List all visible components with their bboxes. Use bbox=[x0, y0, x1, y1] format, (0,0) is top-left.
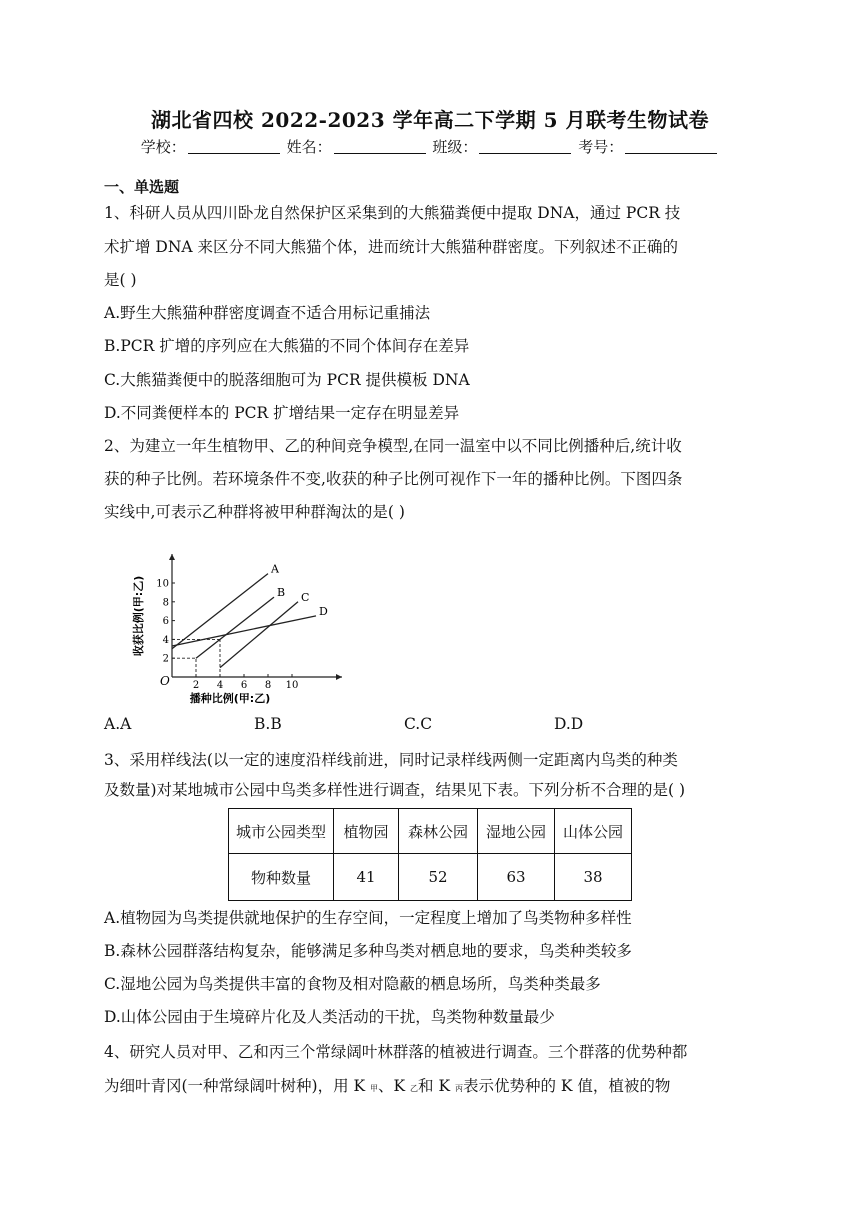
school-label: 学校： bbox=[140, 138, 186, 156]
student-info-row bbox=[0, 136, 860, 157]
q4-subscript: 甲 bbox=[370, 1084, 379, 1093]
q2-stem-line-1: 2、为建立一年生植物甲、乙的种间竞争模型,在同一温室中以不同比例播种后,统计收 bbox=[104, 437, 682, 455]
series-label-c: C bbox=[301, 590, 310, 604]
q4-stem-line-1: 4、研究人员对甲、乙和丙三个常绿阔叶林群落的植被进行调查。三个群落的优势种都 bbox=[104, 1043, 688, 1061]
x-tick-label: 4 bbox=[216, 680, 224, 691]
x-tick-label: 2 bbox=[192, 680, 200, 691]
q4-text: 、K bbox=[378, 1077, 411, 1095]
q2-option-b: B.B bbox=[254, 715, 282, 733]
q1-stem-line-3: 是( ) bbox=[104, 271, 137, 289]
competition-chart bbox=[120, 548, 360, 706]
q1-option-b: B.PCR 扩增的序列应在大熊猫的不同个体间存在差异 bbox=[104, 337, 470, 355]
q2-options bbox=[104, 715, 804, 733]
q2-option-d: D.D bbox=[554, 715, 584, 733]
section-title: 一、单选题 bbox=[104, 178, 180, 196]
table-header-cell: 植物园 bbox=[334, 809, 399, 854]
q2-option-a: A.A bbox=[104, 715, 132, 733]
x-tick-label: 8 bbox=[264, 680, 272, 691]
q4-text: 表示优势种的 K 值，植被的物 bbox=[462, 1077, 671, 1095]
table-cell: 38 bbox=[555, 854, 632, 901]
series-label-d: D bbox=[319, 604, 328, 618]
series-label-a: A bbox=[271, 562, 279, 576]
name-label: 姓名： bbox=[286, 138, 332, 156]
q1-option-c: C.大熊猫粪便中的脱落细胞可为 PCR 提供模板 DNA bbox=[104, 371, 470, 389]
school-blank[interactable] bbox=[188, 139, 280, 154]
number-label: 考号： bbox=[578, 138, 624, 156]
y-axis-label: 收获比例(甲:乙) bbox=[132, 575, 145, 657]
table-header-cell: 森林公园 bbox=[399, 809, 478, 854]
series-line-c bbox=[220, 602, 298, 668]
q3-option-b: B.森林公园群落结构复杂，能够满足多种鸟类对栖息地的要求，鸟类种类较多 bbox=[104, 942, 632, 960]
q2-option-c: C.C bbox=[404, 715, 433, 733]
q3-option-a: A.植物园为鸟类提供就地保护的生存空间，一定程度上增加了鸟类物种多样性 bbox=[104, 909, 632, 927]
origin-label: O bbox=[160, 674, 170, 688]
x-tick-label: 10 bbox=[285, 680, 299, 691]
q3-option-d: D.山体公园由于生境碎片化及人类活动的干扰，鸟类物种数量最少 bbox=[104, 1008, 555, 1026]
table-cell: 物种数量 bbox=[229, 854, 334, 901]
y-axis-arrow bbox=[169, 554, 175, 560]
q4-subscript: 乙 bbox=[410, 1084, 419, 1093]
table-header-cell: 山体公园 bbox=[555, 809, 632, 854]
series-line-a bbox=[172, 574, 268, 649]
page-title: 湖北省四校 2022-2023 学年高二下学期 5 月联考生物试卷 bbox=[151, 108, 709, 132]
number-blank[interactable] bbox=[625, 139, 717, 154]
name-blank[interactable] bbox=[334, 139, 426, 154]
y-tick-label: 6 bbox=[162, 616, 169, 628]
q4-text: 和 K bbox=[418, 1077, 455, 1095]
q2-stem-line-3: 实线中,可表示乙种群将被甲种群淘汰的是( ) bbox=[104, 503, 405, 521]
q1-option-d: D.不同粪便样本的 PCR 扩增结果一定存在明显差异 bbox=[104, 404, 460, 422]
table-cell: 41 bbox=[334, 854, 399, 901]
q4-stem-line-2 bbox=[104, 1074, 670, 1096]
x-axis-arrow bbox=[336, 674, 342, 680]
bird-species-table bbox=[228, 808, 632, 901]
table-header-row bbox=[229, 809, 632, 854]
class-label: 班级： bbox=[432, 138, 478, 156]
y-tick-label: 2 bbox=[162, 653, 169, 665]
q3-option-c: C.湿地公园为鸟类提供丰富的食物及相对隐蔽的栖息场所，鸟类种类最多 bbox=[104, 975, 601, 993]
q1-stem-line-2: 术扩增 DNA 来区分不同大熊猫个体，进而统计大熊猫种群密度。下列叙述不正确的 bbox=[104, 238, 679, 256]
q1-stem-line-1: 1、科研人员从四川卧龙自然保护区采集到的大熊猫粪便中提取 DNA，通过 PCR 技 bbox=[104, 204, 681, 222]
q2-stem-line-2: 获的种子比例。若环境条件不变,收获的种子比例可视作下一年的播种比例。下图四条 bbox=[104, 470, 683, 488]
y-tick-label: 10 bbox=[156, 578, 169, 590]
class-blank[interactable] bbox=[479, 139, 571, 154]
table-cell: 52 bbox=[399, 854, 478, 901]
q1-option-a: A.野生大熊猫种群密度调查不适合用标记重捕法 bbox=[104, 304, 431, 322]
table-row bbox=[229, 854, 632, 901]
y-tick-label: 8 bbox=[162, 597, 169, 609]
x-tick-label: 6 bbox=[240, 680, 248, 691]
table-cell: 63 bbox=[478, 854, 555, 901]
q3-stem-line-2: 及数量)对某地城市公园中鸟类多样性进行调查，结果见下表。下列分析不合理的是( ) bbox=[104, 781, 686, 799]
series-label-b: B bbox=[277, 586, 286, 600]
y-tick-label: 4 bbox=[162, 634, 169, 646]
q3-stem-line-1: 3、采用样线法(以一定的速度沿样线前进，同时记录样线两侧一定距离内鸟类的种类 bbox=[104, 751, 678, 769]
q4-subscript: 丙 bbox=[454, 1084, 463, 1093]
q4-text: 为细叶青冈(一种常绿阔叶树种)，用 K bbox=[104, 1077, 371, 1095]
x-axis-label: 播种比例(甲:乙) bbox=[189, 692, 271, 705]
table-header-cell: 城市公园类型 bbox=[229, 809, 334, 854]
table-header-cell: 湿地公园 bbox=[478, 809, 555, 854]
